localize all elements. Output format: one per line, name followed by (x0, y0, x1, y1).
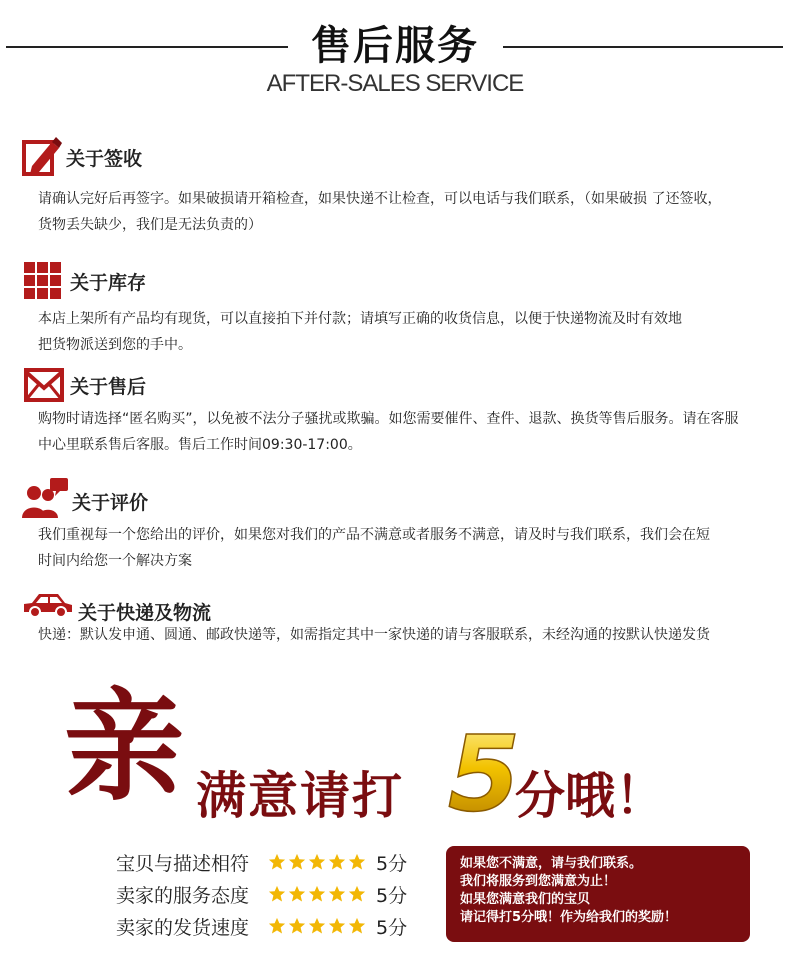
star-icon (348, 917, 366, 935)
rating-stars (268, 917, 366, 935)
section-text-stock (38, 306, 778, 358)
banner-text-satisfied: 满意请打 (196, 767, 404, 825)
users-chat-icon (22, 476, 68, 518)
section-title-sign: 关于签收 (66, 148, 143, 170)
section-text-review (38, 522, 778, 574)
text-line: 快递：默认发申通、圆通、邮政快递等，如需指定其中一家快递的请与客服联系，未经沟通的按默认快递发货 (38, 627, 710, 643)
section-title-review: 关于评价 (72, 492, 149, 514)
rating-label: 卖家的服务态度 (116, 884, 250, 907)
page-title: 售后服务 (311, 23, 479, 69)
text-line: 本店上架所有产品均有现货，可以直接拍下并付款；请填写正确的收货信息，以便于快递物流及时有效地 (38, 311, 682, 327)
banner-qin: 亲 (64, 678, 180, 817)
section-text-sign (38, 186, 778, 238)
star-icon (308, 885, 326, 903)
rating-score: 5分 (376, 884, 408, 907)
rating-stars (268, 885, 366, 903)
rating-stars (268, 853, 366, 871)
star-icon (268, 885, 286, 903)
text-line: 我们重视每一个您给出的评价，如果您对我们的产品不满意或者服务不满意，请及时与我们联系，我们会在短 (38, 527, 710, 543)
section-title-stock: 关于库存 (70, 272, 147, 294)
rating-row (116, 879, 407, 909)
note-line: 如果您满意我们的宝贝 (460, 892, 591, 907)
note-line: 我们将服务到您满意为止！ (460, 874, 617, 889)
section-text-shipping (38, 622, 778, 648)
page-subtitle: AFTER-SALES SERVICE (266, 70, 524, 97)
star-icon (328, 917, 346, 935)
satisfaction-note (446, 846, 750, 942)
section-title-aftersale: 关于售后 (70, 376, 147, 398)
note-line: 请记得打5分哦！作为给我们的奖励！ (460, 910, 678, 925)
star-icon (328, 885, 346, 903)
rating-row (116, 847, 407, 877)
text-line: 时间内给您一个解决方案 (38, 553, 192, 569)
banner-five (448, 724, 520, 820)
banner-text-points: 分哦！ (515, 767, 665, 825)
section-title-shipping: 关于快递及物流 (78, 602, 212, 624)
star-icon (328, 853, 346, 871)
star-icon (288, 917, 306, 935)
section-text-aftersale (38, 406, 778, 458)
rating-label: 宝贝与描述相符 (116, 852, 250, 875)
rating-row (116, 911, 407, 941)
rating-label: 卖家的发货速度 (116, 916, 250, 939)
star-icon (288, 885, 306, 903)
grid-icon (24, 262, 62, 300)
text-line: 货物丢失缺少，我们是无法负责的） (38, 217, 262, 233)
text-line: 中心里联系售后客服。售后工作时间09:30-17:00。 (38, 437, 362, 453)
text-line: 把货物派送到您的手中。 (38, 337, 192, 353)
star-icon (348, 853, 366, 871)
text-line: 请确认完好后再签字。如果破损请开箱检查，如果快递不让检查，可以电话与我们联系，（如果破损 了还签收， (38, 191, 722, 207)
star-icon (348, 885, 366, 903)
star-icon (268, 853, 286, 871)
sign-pen-icon (22, 136, 62, 178)
star-icon (308, 853, 326, 871)
envelope-icon (24, 368, 64, 402)
car-icon (22, 590, 74, 618)
note-line: 如果您不满意，请与我们联系。 (460, 856, 643, 871)
star-icon (308, 917, 326, 935)
text-line: 购物时请选择“匿名购买”，以免被不法分子骚扰或欺骗。如您需要催件、查件、退款、换货等售后服务。请在客服 (38, 411, 739, 427)
star-icon (288, 853, 306, 871)
rating-score: 5分 (376, 852, 408, 875)
star-icon (268, 917, 286, 935)
rating-score: 5分 (376, 916, 408, 939)
banner-five-digit: 5 (448, 724, 520, 820)
